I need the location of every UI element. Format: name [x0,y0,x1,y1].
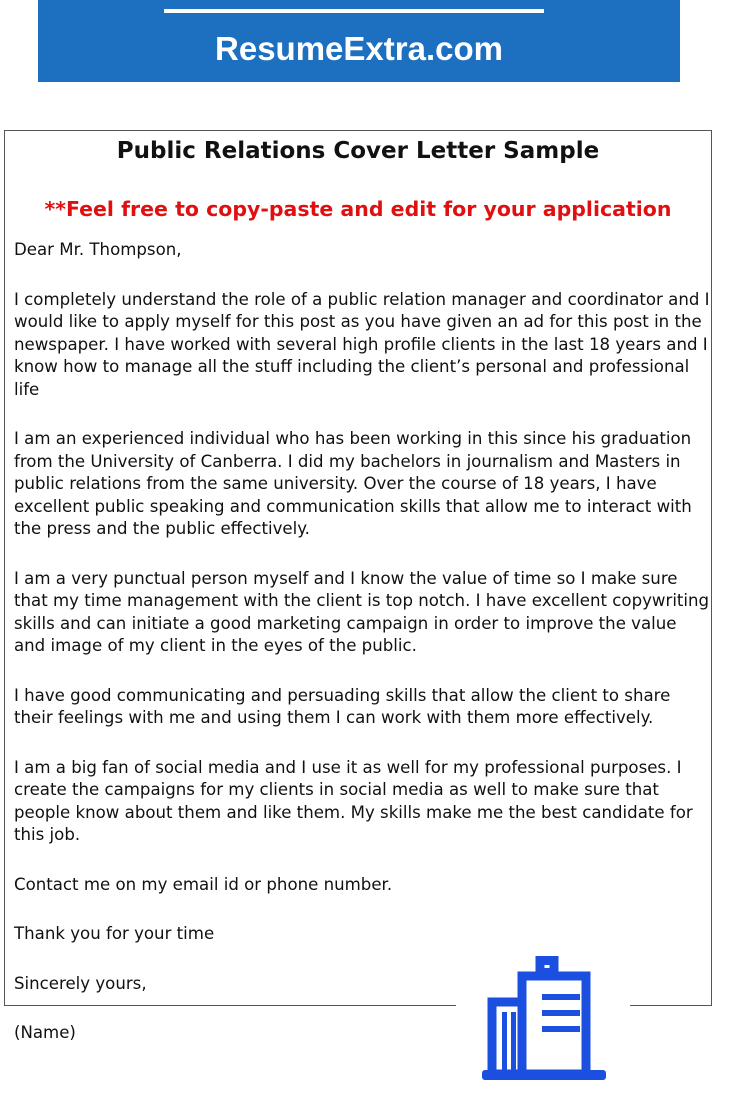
letter-title: Public Relations Cover Letter Sample [116,138,600,164]
brand-banner [38,0,680,82]
building-icon [482,956,606,1084]
letter-body [14,239,710,1072]
brand-logo-text[interactable]: ResumeExtra.com [215,30,503,67]
paragraph-3: I am a very punctual person myself and I know the value of time so I make sure that my time management with the client is top notch. I have excellent copywriting skills and can initiate a good marketing campaign in order to improve the value and image of my client in the eyes of the public. [14,568,710,655]
paragraph-5: I am a big fan of social media and I use it as well for my professional purposes. I create the campaigns for my clients in social media as well to make sure that people know about them and like them. My skills make me the best candidate for this job. [14,757,693,844]
greeting: Dear Mr. Thompson, [14,240,182,259]
letter-subtitle: **Feel free to copy-paste and edit for your application [44,197,672,221]
paragraph-4: I have good communicating and persuading skills that allow the client to share their feelings with me and using them I can work with them more effectively. [14,685,671,727]
paragraph-2: I am an experienced individual who has been working in this since his graduation from the University of Canberra. I did my bachelors in journalism and Masters in public relations from the same university. Over the course of 18 years, I have excellent public speaking and communication skills that allow me to interact with the press and the public effectively. [14,429,692,538]
paragraph-1: I completely understand the role of a public relation manager and coordinator and I would like to apply myself for this post as you have given an ad for this post in the newspaper. I have worked with several high profile clients in the last 18 years and I know how to manage all the stuff including the client’s personal and professional life [14,289,710,399]
contact-line: Contact me on my email id or phone number. [14,874,393,894]
signature-name: (Name) [14,1023,76,1042]
thanks-line: Thank you for your time [14,924,215,943]
cover-letter-box [4,130,712,1042]
closing-line: Sincerely yours, [14,973,147,993]
banner-divider [164,9,544,13]
